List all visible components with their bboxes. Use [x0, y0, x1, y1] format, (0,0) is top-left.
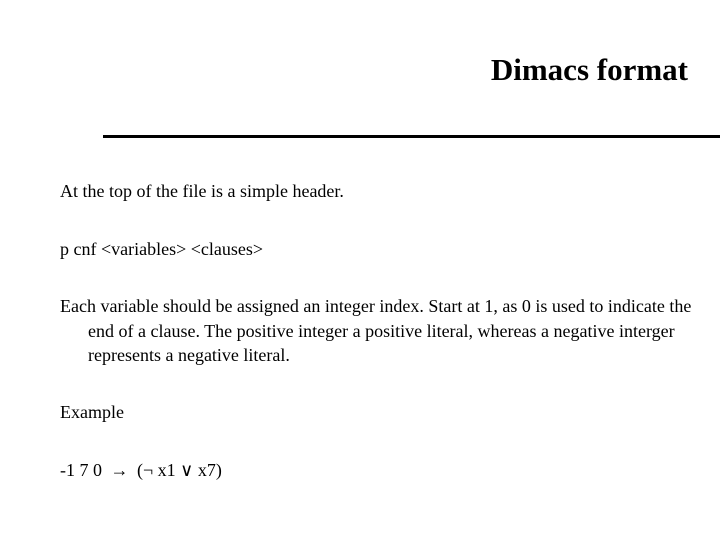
slide-title: Dimacs format — [490, 52, 688, 87]
header-format-line: p cnf <variables> <clauses> — [60, 239, 264, 259]
example-clause: -1 7 0 — [60, 460, 102, 480]
example-label: Example — [60, 402, 124, 422]
example-formula: (¬ x1 ∨ x7) — [137, 460, 222, 480]
header-description: At the top of the file is a simple header. — [60, 181, 344, 201]
right-arrow-icon: → — [110, 460, 129, 480]
variable-index-description: Each variable should be assigned an integer index. Start at 1, as 0 is used to indicate the end of a clause. The positive integer a positive literal, whereas a negative interger represents a negative literal. — [60, 296, 692, 365]
example-line — [60, 458, 222, 482]
title-divider — [103, 135, 720, 138]
